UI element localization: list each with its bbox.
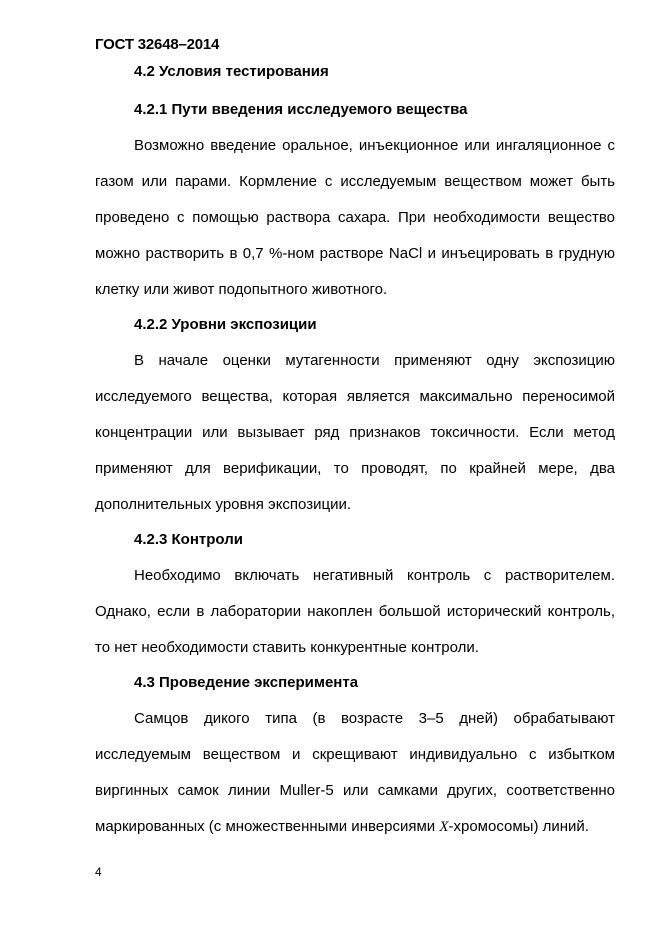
section-heading-4-2-3: 4.2.3 Контроли	[134, 531, 243, 548]
paragraph-4-3	[95, 701, 615, 845]
page-number: 4	[95, 865, 102, 879]
paragraph-4-3-text-end: -хромосомы) линий.	[448, 818, 589, 835]
section-heading-4-2: 4.2 Условия тестирования	[134, 63, 329, 80]
section-heading-4-2-1: 4.2.1 Пути введения исследуемого вещества	[134, 101, 468, 118]
document-header: ГОСТ 32648–2014	[95, 36, 220, 53]
paragraph-4-2-3: Необходимо включать негативный контроль с растворителем. Однако, если в лаборатории накоплен большой исторический контроль, то нет необходимости ставить конкурентные контроли.	[95, 567, 615, 656]
paragraph-4-3-text-start: Самцов дикого типа (в возрасте 3–5 дней) обрабатывают исследуемым веществом и скрещивают индивидуально с избытком виргинных самок линии Muller-5 или самками других, соответственно маркированных (с множественными инверсиями	[95, 710, 615, 835]
section-heading-4-2-2: 4.2.2 Уровни экспозиции	[134, 316, 317, 333]
section-heading-4-3: 4.3 Проведение эксперимента	[134, 674, 359, 691]
chromosome-x-letter: X	[439, 819, 449, 835]
document-body	[95, 56, 615, 845]
paragraph-4-2-1: Возможно введение оральное, инъекционное или ингаляционное с газом или парами. Кормление с исследуемым веществом может быть проведено с помощью раствора сахара. При необходимости вещество можно растворить в 0,7 %-ном растворе NaCl и инъецировать в грудную клетку или живот подопытного животного.	[95, 137, 615, 298]
paragraph-4-2-2: В начале оценки мутагенности применяют одну экспозицию исследуемого вещества, которая является максимально переносимой концентрации или вызывает ряд признаков токсичности. Если метод применяют для верификации, то проводят, по крайней мере, два дополнительных уровня экспозиции.	[95, 352, 615, 513]
